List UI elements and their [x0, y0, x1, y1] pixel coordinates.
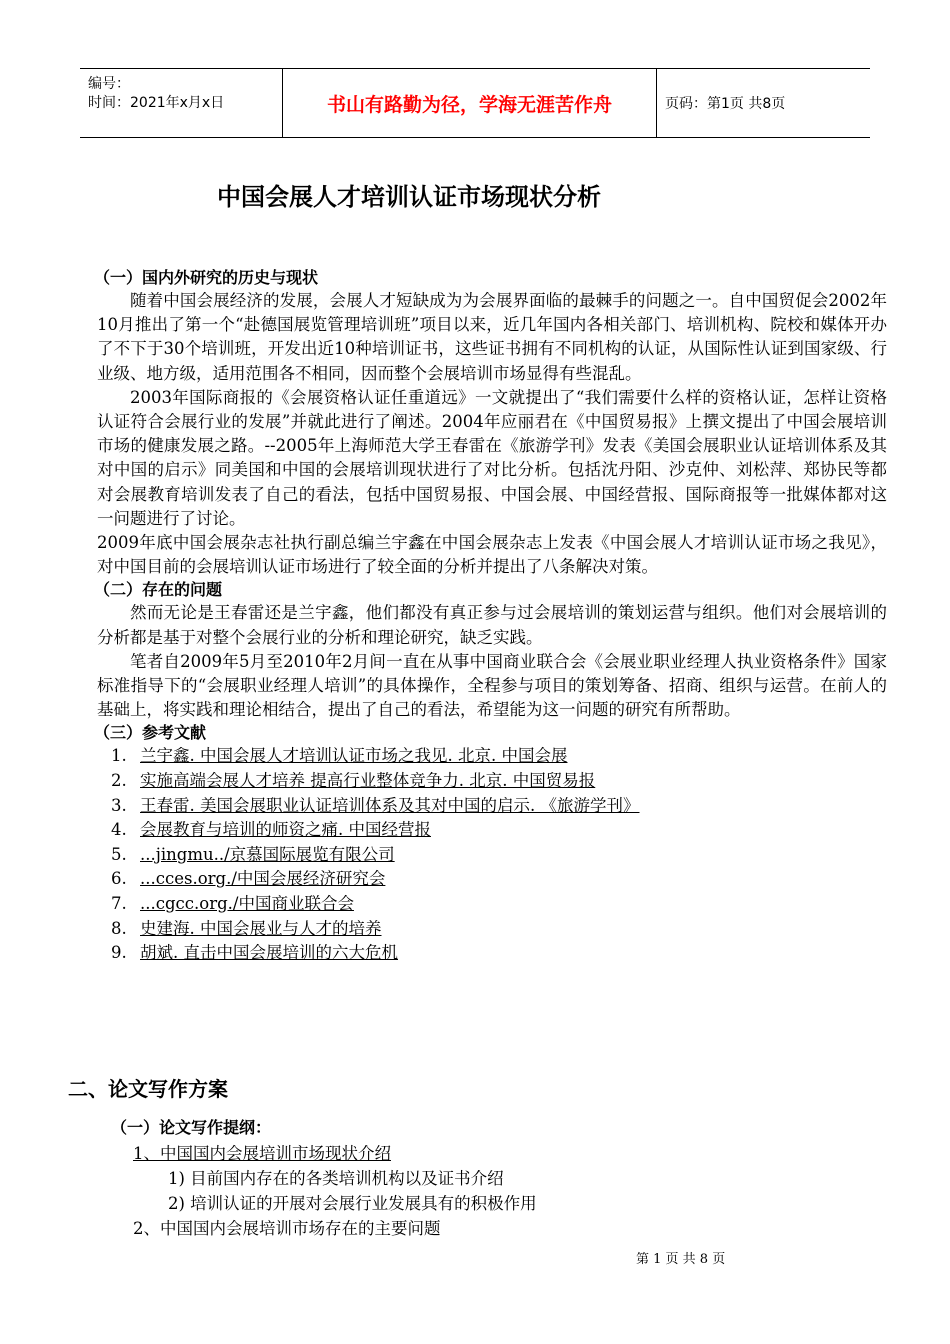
section2-heading: （二）存在的问题	[94, 580, 223, 600]
header-page-label: 页码：第1页 共8页	[665, 96, 786, 112]
reference-item[interactable]	[111, 794, 887, 819]
number-label: 编号：	[88, 76, 130, 92]
reference-link[interactable]: 王春雷. 美国会展职业认证培训体系及其对中国的启示. 《旅游学刊》	[140, 795, 640, 815]
reference-number: 3.	[111, 795, 127, 815]
section1-paragraph: 2009年底中国会展杂志社执行副总编兰宇鑫在中国会展杂志上发表《中国会展人才培训认证市场之我见》，对中国目前的会展培训认证市场进行了较全面的分析并提出了八条解决对策。	[97, 533, 887, 577]
header-motto: 书山有路勤为径，学海无涯苦作舟	[282, 69, 657, 137]
reference-link[interactable]: ...cces.org./中国会展经济研究会	[140, 869, 386, 889]
reference-number: 7.	[111, 894, 127, 914]
reference-number: 1.	[111, 746, 127, 766]
section2-paragraph: 然而无论是王春雷还是兰宇鑫，他们都没有真正参与过会展培训的策划运营与组织。他们对会展培训的分析都是基于对整个会展行业的分析和理论研究，缺乏实践。	[97, 603, 887, 647]
section1-paragraph: 随着中国会展经济的发展，会展人才短缺成为为会展界面临的最棘手的问题之一。自中国贸促会2002年10月推出了第一个“赴德国展览管理培训班”项目以来，近几年国内各相关部门、培训机构、院校和媒体开办了不下于30个培训班，开发出近10种培训证书，这些证书拥有不同机构的认证，从国际性认证到国家级、行业级、地方级，适用范围各不相同，因而整个会展培训市场显得有些混乱。	[97, 291, 887, 383]
reference-link[interactable]: 兰宇鑫. 中国会展人才培训认证市场之我见. 北京. 中国会展	[140, 746, 568, 766]
section1-heading: （一）国内外研究的历史与现状	[94, 268, 319, 287]
reference-link[interactable]: ...cgcc.org./中国商业联合会	[140, 894, 354, 914]
outline-item-1: 1、中国国内会展培训市场现状介绍	[133, 1144, 391, 1163]
reference-link[interactable]: 会展教育与培训的师资之痛. 中国经营报	[140, 820, 431, 840]
reference-item[interactable]	[111, 818, 887, 843]
reference-number: 5.	[111, 844, 127, 864]
reference-item[interactable]	[111, 892, 887, 917]
document-title: 中国会展人才培训认证市场现状分析	[217, 183, 601, 211]
outline-item-2: 2、中国国内会展培训市场存在的主要问题	[133, 1219, 441, 1238]
page-footer: 第 1 页 共 8 页	[636, 1252, 726, 1267]
reference-item[interactable]	[111, 917, 887, 942]
reference-item[interactable]	[111, 744, 887, 769]
header-meta	[80, 69, 282, 137]
reference-item[interactable]	[111, 769, 887, 794]
reference-number: 6.	[111, 869, 127, 889]
reference-item[interactable]	[111, 843, 887, 868]
outline-subitem-1: 1) 目前国内存在的各类培训机构以及证书介绍	[168, 1169, 504, 1188]
time-label: 时间：2021年x月x日	[88, 95, 225, 111]
reference-number: 2.	[111, 771, 127, 791]
outline-subitem-2: 2) 培训认证的开展对会展行业发展具有的积极作用	[168, 1194, 537, 1213]
reference-item[interactable]	[111, 867, 887, 892]
document-body	[94, 267, 887, 966]
reference-number: 8.	[111, 918, 127, 938]
section3-heading: （三）参考文献	[94, 723, 207, 743]
reference-link[interactable]: 胡斌. 直击中国会展培训的六大危机	[140, 943, 398, 963]
reference-number: 4.	[111, 820, 127, 840]
reference-list	[97, 744, 887, 965]
reference-item[interactable]	[111, 941, 887, 966]
page-header-table	[80, 68, 870, 138]
reference-link[interactable]: 史建海. 中国会展业与人才的培养	[140, 918, 382, 938]
reference-link[interactable]: 实施高端会展人才培养 提高行业整体竞争力. 北京. 中国贸易报	[140, 771, 596, 791]
reference-number: 9.	[111, 943, 127, 963]
section1-paragraph: 2003年国际商报的《会展资格认证任重道远》一文就提出了“我们需要什么样的资格认证，怎样让资格认证符合会展行业的发展”并就此进行了阐述。2004年应丽君在《中国贸易报》上撰文提出了中国会展培训市场的健康发展之路。--2005年上海师范大学王春雷在《旅游学刊》发表《美国会展职业认证培训体系及其对中国的启示》同美国和中国的会展培训现状进行了对比分析。包括沈丹阳、沙克仲、刘松萍、郑协民等都对会展教育培训发表了自己的看法，包括中国贸易报、中国会展、中国经营报、国际商报等一批媒体都对这一问题进行了讨论。	[97, 387, 887, 528]
part2-heading: 二、论文写作方案	[68, 1077, 228, 1101]
outline-heading: （一）论文写作提纲：	[111, 1118, 272, 1137]
reference-link[interactable]: ...jingmu../京慕国际展览有限公司	[140, 844, 395, 864]
section2-paragraph: 笔者自2009年5月至2010年2月间一直在从事中国商业联合会《会展业职业经理人执业资格条件》国家标准指导下的“会展职业经理人培训”的具体操作，全程参与项目的策划筹备、招商、组织与运营。在前人的基础上，将实践和理论相结合，提出了自己的看法，希望能为这一问题的研究有所帮助。	[97, 651, 887, 720]
